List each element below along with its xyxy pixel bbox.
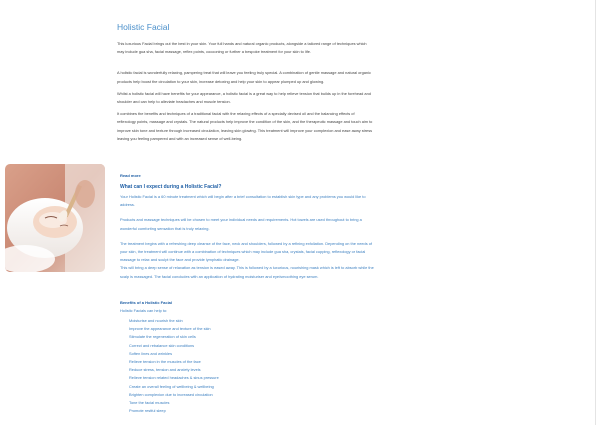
expect-heading: What can I expect during a Holistic Facial? [120,184,222,190]
list-item: Correct and rebalance skin conditions [129,342,195,348]
list-item: Brighten complexion due to increased circulation [129,391,213,397]
expect-paragraph: This will bring a deep sense of relaxation as tension is eased away. This is followed by a luxurious, nourishing mask which is left to absorb while the scalp is massaged. The facial concludes with an application of hydrating moisturiser and eye/smoothing eye serum. [120,265,374,279]
read-more-link[interactable]: Read more [120,173,141,178]
benefits-heading: Benefits of a Holistic Facial [120,300,173,305]
list-item: Moisturise and nourish the skin [129,318,183,323]
benefits-list [120,317,374,415]
list-item: Relieve tension related headaches & sinus pressure [129,375,219,381]
body-paragraph: It combines the benefits and techniques of a traditional facial with the relaxing effects of a specially devised oil and the balancing effects of reflexology points, massage and crystals. The natural products help improve the condition of the skin, and the therapeutic massage and touch aim to improve skin tone and texture through increased circulation, leaving skin glowing. This treatment will improve your complexion and ease away stress leaving you feeling pampered and with an increased sense of well-being. [117,111,373,141]
benefits-intro: Holistic Facials can help to: [120,308,168,313]
list-item: Tone the facial muscles [129,400,170,406]
list-item: Relieve tension in the muscles of the face [129,359,201,365]
page-edge [595,0,596,425]
list-item: Reduce stress, tension and anxiety levels [129,367,201,373]
facial-treatment-image [5,164,105,272]
intro-paragraph: This luxurious Facial brings out the best in your skin. Your full hands and natural organic products, alongside a tailored range of techniques which may include gua sha, facial massage, reflex points, cocooning or further a bespoke treatment for your skin to life. [117,41,367,55]
expect-paragraph: The treatment begins with a refreshing deep cleanse of the face, neck and shoulders, followed by a refining exfoliation. Depending on the needs of your skin, the treatment will continue with a combination of techniques which may include gua sha, crystals, facial cupping, reflexology or facial massage to relax and sculpt the face and provide lymphatic drainage. [120,240,372,263]
list-item: Stimulate the regeneration of skin cells [129,334,196,340]
benefits-section [120,300,374,415]
list-item: Improve the appearance and texture of the skin [129,326,211,332]
facial-photo-illustration [5,164,105,272]
body-paragraph: Whilst a holistic facial will have benefits for your appearance, a holistic facial is a great way to help relieve tension that builds up in the forehead and shoulder and can help to alleviate headaches and muscle tension. [117,90,371,105]
page-title: Holistic Facial [117,22,170,32]
list-item: Soften lines and wrinkles [129,350,173,356]
main-content [117,22,373,143]
expect-paragraph: Products and massage techniques will be chosen to meet your individual needs and requirements. Hot towels are used throughout to bring a wonderful comforting sensation that is truly relaxing. [120,217,362,231]
list-item: Promote restful sleep [129,408,166,414]
body-paragraph: A holistic facial is wonderfully relaxing, pampering treat that will leave you feeling truly special. A combination of gentle massage and natural organic products help boost the circulation to your skin, increase detoxing and help your skin to appear plumped up and glowing. [117,70,371,84]
expect-paragraph: Your Holistic Facial is a 60 minute treatment which will begin after a brief consultation to establish skin type and any problems you would like to address. [120,194,366,208]
list-item: Create an overall feeling of wellbeing & wellbeing [129,383,214,389]
expect-section [120,173,374,281]
